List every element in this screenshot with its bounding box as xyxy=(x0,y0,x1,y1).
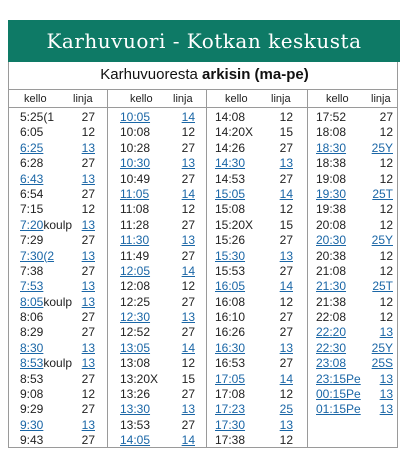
departure-time: 13:20X xyxy=(120,371,159,386)
route-number: 27 xyxy=(279,263,293,278)
timetable-column xyxy=(20,92,95,449)
departure-row[interactable] xyxy=(120,263,195,279)
departure-time[interactable]: 6:25 xyxy=(20,140,44,155)
departure-time[interactable]: 23:08 xyxy=(316,356,347,371)
departure-row[interactable] xyxy=(120,433,195,448)
route-number[interactable]: 13 xyxy=(181,233,195,248)
departure-time[interactable]: 20:30 xyxy=(316,233,347,248)
route-number[interactable]: 13 xyxy=(81,294,95,309)
route-number[interactable]: 25S xyxy=(371,356,393,371)
route-number: 12 xyxy=(379,217,393,232)
route-number: 12 xyxy=(279,433,293,448)
departure-row[interactable] xyxy=(316,325,393,340)
departure-row xyxy=(120,325,195,340)
route-number[interactable]: 13 xyxy=(379,371,393,386)
departure-time: 12:25 xyxy=(120,294,151,309)
page-title: Karhuvuori - Kotkan keskusta xyxy=(8,20,400,62)
departure-time: 21:38 xyxy=(316,294,347,309)
departure-time[interactable]: 15:05 xyxy=(215,186,246,201)
departure-time: 7:15 xyxy=(20,202,44,217)
departure-row[interactable] xyxy=(316,279,393,294)
departure-time: 16:08 xyxy=(215,294,246,309)
column-header xyxy=(316,92,391,106)
departure-time: 16:26 xyxy=(215,325,246,340)
departure-time: 18:08 xyxy=(316,125,347,140)
route-number: 27 xyxy=(181,140,195,155)
timetable-subtitle xyxy=(0,66,409,83)
departure-time: 14:08 xyxy=(215,110,246,124)
departure-time[interactable]: 14:30 xyxy=(215,156,246,171)
route-number[interactable]: 14 xyxy=(181,433,195,448)
route-number: 12 xyxy=(279,202,293,217)
route-number: 12 xyxy=(81,387,95,402)
departure-time: 9:43 xyxy=(20,433,44,448)
route-number: 12 xyxy=(379,202,393,217)
route-number[interactable]: 13 xyxy=(379,387,393,402)
departure-time[interactable]: 14:05 xyxy=(120,433,151,448)
departure-time[interactable]: 17:05 xyxy=(215,371,246,386)
departure-time: 10:08 xyxy=(120,125,151,140)
departure-row[interactable] xyxy=(20,340,95,356)
header-time: kello xyxy=(326,93,349,105)
route-number[interactable]: 13 xyxy=(379,325,393,340)
departure-row xyxy=(215,310,293,325)
route-number: 27 xyxy=(181,325,195,340)
departure-time: 11:49 xyxy=(120,248,150,263)
route-number: 12 xyxy=(81,202,95,217)
timetable-column xyxy=(215,92,293,449)
departure-time: 17:08 xyxy=(215,387,246,402)
route-number: 27 xyxy=(81,310,95,325)
route-number: 15 xyxy=(279,217,293,232)
departure-row xyxy=(215,356,293,371)
route-number: 27 xyxy=(379,110,393,124)
route-number: 12 xyxy=(379,263,393,278)
departure-row xyxy=(120,248,195,264)
departure-row xyxy=(215,171,293,187)
departure-time: 10:49 xyxy=(120,171,151,186)
departure-row xyxy=(316,156,393,171)
departure-time: 12:08 xyxy=(120,279,151,294)
route-number[interactable]: 14 xyxy=(181,110,195,124)
departure-time: 9:08 xyxy=(20,387,44,402)
departure-row[interactable] xyxy=(215,402,293,417)
departure-time: 18:38 xyxy=(316,156,347,171)
departure-row xyxy=(20,387,95,402)
departure-time[interactable]: 21:30 xyxy=(316,279,347,294)
departure-row xyxy=(120,171,195,187)
departure-row xyxy=(20,402,95,417)
departure-row[interactable] xyxy=(20,356,95,371)
header-line: linja xyxy=(173,93,193,105)
header-top-divider xyxy=(9,89,398,90)
route-number[interactable]: 13 xyxy=(81,279,95,294)
departure-time[interactable]: 00:15Pe xyxy=(316,387,361,402)
route-number: 27 xyxy=(81,110,95,124)
route-number[interactable]: 13 xyxy=(181,156,195,171)
departure-time[interactable]: 22:30 xyxy=(316,340,347,355)
departure-time[interactable]: 17:23 xyxy=(215,402,246,417)
departure-row[interactable] xyxy=(316,233,393,248)
route-number[interactable]: 14 xyxy=(279,279,293,294)
departure-time[interactable]: 18:30 xyxy=(316,140,347,155)
route-number: 27 xyxy=(181,248,195,263)
route-number: 12 xyxy=(379,310,393,325)
departure-time: 17:38 xyxy=(215,433,246,448)
departure-row xyxy=(215,217,293,233)
route-number: 27 xyxy=(81,325,95,340)
departure-time: 14:26 xyxy=(215,140,246,155)
departure-row[interactable] xyxy=(20,171,95,187)
departure-time: 8:53 xyxy=(20,371,44,386)
departure-time: 14:20X xyxy=(215,125,254,140)
route-number: 27 xyxy=(279,171,293,186)
departure-time: 11:08 xyxy=(120,202,150,217)
departure-row xyxy=(20,156,95,171)
departure-row[interactable] xyxy=(120,156,195,171)
subtitle-origin: Karhuvuoresta xyxy=(100,66,203,83)
departure-time: 7:38 xyxy=(20,263,44,278)
departure-time: 15:08 xyxy=(215,202,246,217)
departure-row[interactable] xyxy=(120,186,195,202)
column-header xyxy=(215,92,291,106)
departure-time: 13:53 xyxy=(120,417,151,432)
route-number[interactable]: 13 xyxy=(279,417,293,432)
departure-row xyxy=(215,294,293,310)
departure-row[interactable] xyxy=(215,279,293,294)
departure-time[interactable]: 16:30 xyxy=(215,340,246,355)
route-number[interactable]: 13 xyxy=(81,217,95,232)
departure-row[interactable] xyxy=(215,340,293,356)
departure-time: 9:29 xyxy=(20,402,44,417)
departure-time[interactable]: 01:15Pe xyxy=(316,402,361,417)
departure-row xyxy=(20,371,95,387)
departure-time: 10:28 xyxy=(120,140,151,155)
departure-row[interactable] xyxy=(215,186,293,202)
column-divider xyxy=(307,90,308,447)
departure-time: 16:53 xyxy=(215,356,246,371)
departure-row[interactable] xyxy=(215,156,293,171)
departure-time[interactable]: 13:05 xyxy=(120,340,151,355)
departure-time[interactable]: 11:30 xyxy=(120,233,150,248)
departure-time: 15:26 xyxy=(215,233,246,248)
departure-time: 11:28 xyxy=(120,217,150,232)
departure-time[interactable]: 10:30 xyxy=(120,156,151,171)
route-number[interactable]: 14 xyxy=(181,263,195,278)
departure-time[interactable]: 13:30 xyxy=(120,402,151,417)
route-number: 27 xyxy=(81,233,95,248)
departure-time[interactable]: 12:05 xyxy=(120,263,151,278)
departure-time: 7:29 xyxy=(20,233,44,248)
route-number: 27 xyxy=(181,417,195,432)
departure-time: 8:06 xyxy=(20,310,44,325)
departure-time: 13:26 xyxy=(120,387,151,402)
departure-row xyxy=(316,125,393,140)
departure-row xyxy=(20,325,95,340)
route-number[interactable]: 13 xyxy=(81,248,95,263)
departure-row[interactable] xyxy=(316,371,393,387)
departure-time[interactable]: 7:53 xyxy=(20,279,44,294)
route-number[interactable]: 13 xyxy=(181,310,195,325)
departure-row xyxy=(316,310,393,325)
departure-row xyxy=(316,171,393,187)
route-number[interactable]: 13 xyxy=(81,140,95,155)
departure-note: koulp xyxy=(43,356,73,371)
departure-time[interactable]: 11:05 xyxy=(120,186,150,201)
departure-row xyxy=(120,279,195,294)
departure-row[interactable] xyxy=(316,340,393,356)
departure-row xyxy=(20,125,95,140)
departure-row xyxy=(215,433,293,448)
route-number[interactable]: 13 xyxy=(81,356,95,371)
route-number: 27 xyxy=(279,310,293,325)
route-number: 15 xyxy=(181,371,195,386)
route-number: 12 xyxy=(379,125,393,140)
departure-row[interactable] xyxy=(120,340,195,356)
departure-time[interactable]: 19:30 xyxy=(316,186,347,201)
departure-time[interactable]: 12:30 xyxy=(120,310,151,325)
route-number: 27 xyxy=(81,186,95,201)
departure-time[interactable]: 10:05 xyxy=(120,110,151,124)
departure-row[interactable] xyxy=(316,140,393,156)
route-number[interactable]: 25T xyxy=(372,186,393,201)
departure-time[interactable]: 8:53 xyxy=(20,356,44,371)
route-number: 12 xyxy=(379,248,393,263)
route-number[interactable]: 25Y xyxy=(371,233,393,248)
departure-time[interactable]: 16:05 xyxy=(215,279,246,294)
route-number: 12 xyxy=(379,156,393,171)
departure-row xyxy=(316,202,393,217)
route-number: 12 xyxy=(181,356,195,371)
route-number[interactable]: 25 xyxy=(279,402,293,417)
column-divider xyxy=(206,90,207,447)
departure-time: 6:54 xyxy=(20,186,44,201)
departure-time: 21:08 xyxy=(316,263,347,278)
departure-row[interactable] xyxy=(120,233,195,248)
header-line: linja xyxy=(73,93,93,105)
route-number: 27 xyxy=(181,294,195,309)
route-number[interactable]: 14 xyxy=(279,371,293,386)
departure-row[interactable] xyxy=(20,217,95,233)
route-number[interactable]: 25Y xyxy=(371,340,393,355)
route-number: 27 xyxy=(279,356,293,371)
column-divider xyxy=(107,90,108,447)
route-number[interactable]: 13 xyxy=(279,248,293,263)
departure-row xyxy=(120,417,195,433)
route-number[interactable]: 25T xyxy=(372,279,393,294)
departure-row xyxy=(215,140,293,156)
departure-time[interactable]: 7:30(2 xyxy=(20,248,55,263)
route-number[interactable]: 25Y xyxy=(371,140,393,155)
route-number: 27 xyxy=(181,171,195,186)
departure-time: 15:53 xyxy=(215,263,246,278)
departure-row xyxy=(20,433,95,448)
route-number: 27 xyxy=(81,156,95,171)
route-number: 12 xyxy=(379,294,393,309)
subtitle-days: arkisin (ma-pe) xyxy=(202,66,309,83)
route-number: 15 xyxy=(279,125,293,140)
departure-time: 22:08 xyxy=(316,310,347,325)
route-number: 12 xyxy=(181,202,195,217)
departure-time[interactable]: 15:30 xyxy=(215,248,246,263)
departure-time: 16:10 xyxy=(215,310,246,325)
departure-time[interactable]: 17:30 xyxy=(215,417,246,432)
departure-time: 5:25(1 xyxy=(20,110,55,124)
route-number: 12 xyxy=(279,110,293,124)
departure-time[interactable]: 7:20 xyxy=(20,217,44,232)
departure-row xyxy=(20,233,95,248)
departure-row xyxy=(316,263,393,279)
departure-row[interactable] xyxy=(120,402,195,417)
route-number: 12 xyxy=(279,387,293,402)
departure-row xyxy=(215,202,293,217)
route-number[interactable]: 13 xyxy=(81,417,95,432)
departure-row[interactable] xyxy=(316,356,393,371)
departure-time[interactable]: 22:20 xyxy=(316,325,347,340)
route-number: 27 xyxy=(181,217,195,232)
route-number[interactable]: 13 xyxy=(279,340,293,355)
route-number: 12 xyxy=(181,125,195,140)
header-time: kello xyxy=(225,93,248,105)
departure-time[interactable]: 8:30 xyxy=(20,340,44,355)
departure-row xyxy=(120,371,195,387)
departure-time[interactable]: 23:15Pe xyxy=(316,371,361,386)
timetable-column xyxy=(316,92,393,418)
route-number[interactable]: 14 xyxy=(181,340,195,355)
route-number: 12 xyxy=(81,125,95,140)
departure-time[interactable]: 9:30 xyxy=(20,417,44,432)
header-time: kello xyxy=(130,93,153,105)
column-header xyxy=(120,92,193,106)
departure-time: 20:38 xyxy=(316,248,347,263)
departure-row xyxy=(120,202,195,217)
departure-row xyxy=(120,125,195,140)
departure-row[interactable] xyxy=(316,186,393,202)
timetable-column xyxy=(120,92,195,449)
header-line: linja xyxy=(371,93,391,105)
departure-row[interactable] xyxy=(20,140,95,156)
departure-row[interactable] xyxy=(215,371,293,387)
departure-row[interactable] xyxy=(20,248,95,264)
departure-row[interactable] xyxy=(316,402,393,417)
departure-time: 6:28 xyxy=(20,156,44,171)
header-time: kello xyxy=(24,93,47,105)
departure-time: 14:53 xyxy=(215,171,246,186)
departure-row xyxy=(20,310,95,325)
route-number[interactable]: 13 xyxy=(81,340,95,355)
route-number: 27 xyxy=(81,402,95,417)
route-number: 27 xyxy=(279,140,293,155)
route-number[interactable]: 13 xyxy=(379,402,393,417)
departure-time: 15:20X xyxy=(215,217,254,232)
departure-row xyxy=(215,263,293,279)
departure-row xyxy=(20,202,95,217)
departure-time[interactable]: 6:43 xyxy=(20,171,44,186)
departure-row[interactable] xyxy=(20,417,95,433)
departure-row xyxy=(120,356,195,371)
departure-time: 13:08 xyxy=(120,356,151,371)
route-number: 27 xyxy=(181,387,195,402)
departure-row[interactable] xyxy=(316,387,393,402)
departure-row[interactable] xyxy=(20,279,95,294)
departure-row xyxy=(215,387,293,402)
route-number: 12 xyxy=(181,279,195,294)
departure-row xyxy=(316,217,393,233)
departure-row xyxy=(215,110,293,125)
route-number: 27 xyxy=(279,233,293,248)
route-number: 27 xyxy=(279,325,293,340)
departure-time: 17:52 xyxy=(316,110,347,124)
route-number: 12 xyxy=(279,294,293,309)
departure-row xyxy=(120,217,195,233)
departure-note: koulp xyxy=(43,294,73,309)
route-number[interactable]: 13 xyxy=(181,402,195,417)
route-number: 27 xyxy=(81,263,95,278)
departure-row xyxy=(120,294,195,310)
departure-row xyxy=(316,294,393,310)
departure-time: 8:29 xyxy=(20,325,44,340)
departure-row[interactable] xyxy=(120,110,195,125)
route-number: 27 xyxy=(81,371,95,386)
departure-time: 19:08 xyxy=(316,171,347,186)
departure-row xyxy=(120,140,195,156)
column-header xyxy=(20,92,93,106)
departure-row[interactable] xyxy=(215,248,293,264)
route-number[interactable]: 13 xyxy=(279,156,293,171)
departure-row xyxy=(215,233,293,248)
departure-row xyxy=(20,110,95,125)
departure-row xyxy=(215,125,293,140)
departure-row xyxy=(20,186,95,202)
departure-time: 19:38 xyxy=(316,202,347,217)
departure-row xyxy=(215,325,293,340)
departure-row xyxy=(316,248,393,264)
route-number[interactable]: 14 xyxy=(279,186,293,201)
departure-time[interactable]: 8:05 xyxy=(20,294,44,309)
route-number: 27 xyxy=(81,433,95,448)
route-number[interactable]: 13 xyxy=(81,171,95,186)
departure-time: 12:52 xyxy=(120,325,151,340)
departure-time: 6:05 xyxy=(20,125,44,140)
departure-note: koulp xyxy=(43,217,73,232)
header-line: linja xyxy=(271,93,291,105)
departure-row[interactable] xyxy=(20,294,95,310)
route-number[interactable]: 14 xyxy=(181,186,195,201)
departure-row[interactable] xyxy=(120,310,195,325)
departure-row[interactable] xyxy=(215,417,293,433)
departure-time: 20:08 xyxy=(316,217,347,232)
departure-row xyxy=(120,387,195,402)
departure-row xyxy=(20,263,95,279)
departure-row xyxy=(316,110,393,125)
route-number: 12 xyxy=(379,171,393,186)
